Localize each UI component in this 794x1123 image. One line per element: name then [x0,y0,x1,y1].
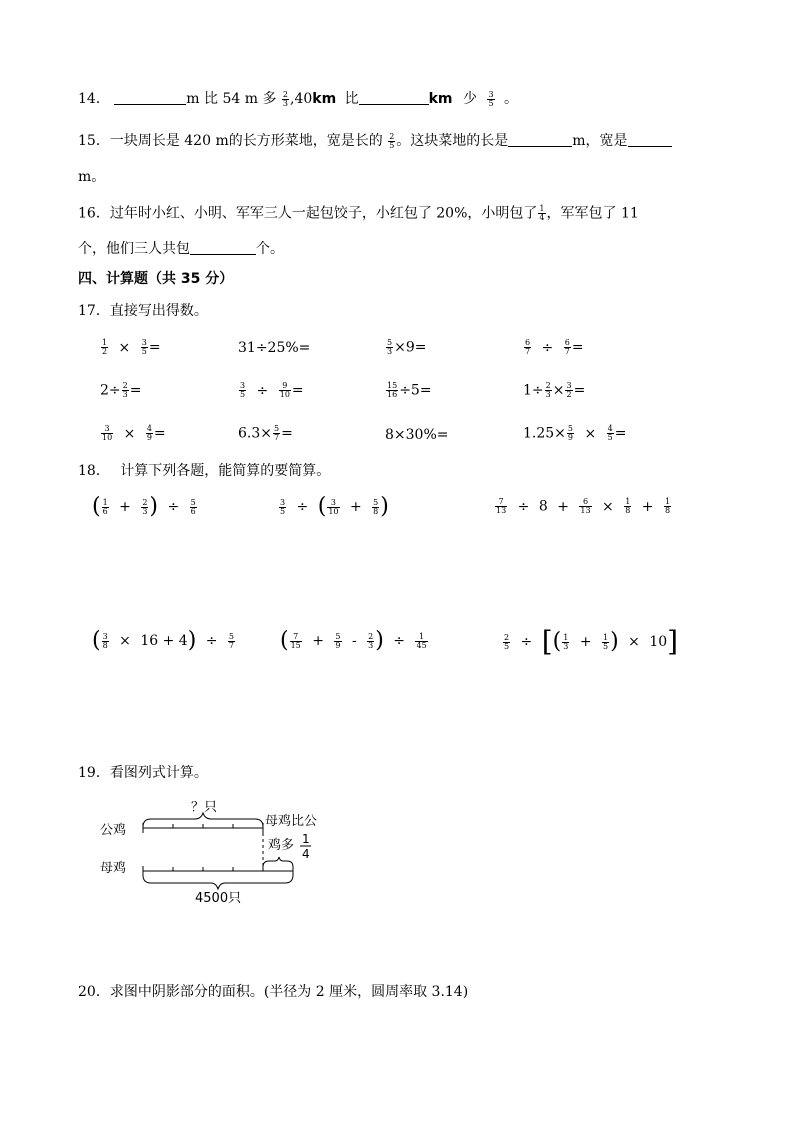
q19-note-line-2: 鸡多 [268,838,295,853]
q16-blank[interactable] [190,240,256,255]
q17-item-3b: 6.3× $\frac{5}{7}$ = [238,424,293,442]
q16-text-1: 过年时小红、小明、军军三人一起包饺子，小红包了 20%，小明包了 [109,205,538,222]
q17-item-1d: $\frac{6}{7}$ ÷ $\frac{6}{7}$ = [525,338,584,356]
q14-bi: 比 [344,91,359,107]
q18-problem-3: $\frac{7}{13}$ ÷ 8 + $\frac{6}{13}$ × $\frac{1}{8}$ + $\frac{1}{8}$ [496,497,671,515]
question-17-title [78,304,208,318]
q14-fraction-1: $\frac{2}{3}$ [282,89,288,108]
q19-rooster-label: 公鸡 [100,823,127,838]
q17-item-3d: 1.25× $\frac{5}{9}$ × $\frac{4}{5}$ = [523,424,627,442]
q17-item-1a: $\frac{1}{2}$ × $\frac{3}{5}$ = [102,338,161,356]
q17-item-3c: 8×30%= [385,427,449,443]
q15-text-1: 一块周长是 420 m的长方形菜地，宽是长的 [109,133,383,149]
q18-problem-2: $\frac{3}{5}$ ÷ ( $\frac{3}{10}$ + $\frac{5}{8}$ ) [280,494,389,519]
q15-blank-length[interactable] [508,132,572,147]
q17-item-2b: $\frac{3}{5}$ ÷ $\frac{9}{10}$ = [240,381,304,399]
q15-text-3: m，宽是 [572,133,628,149]
q18-problem-4: ( $\frac{3}{8}$ × 16 + 4) ÷ $\frac{5}{7}$ [92,628,235,653]
question-19-title [78,766,208,780]
q17-item-2a: 2÷ $\frac{2}{3}$ = [100,381,142,399]
q19-hen-label: 母鸡 [100,861,127,876]
q18-number: 18． [78,463,110,479]
q16-text-3: 个，他们三人共包 [78,241,190,257]
q18-problem-6: $\frac{2}{5}$ ÷ [( $\frac{1}{3}$ + $\frac{1}{5}$ ) × 10] [504,625,679,658]
q14-km-1: km [312,91,337,107]
q14-end: 。 [503,91,518,107]
q15-text-2: 。这块菜地的长是 [396,133,509,149]
q19-extra-brace [263,857,293,867]
q15-blank-width[interactable] [628,132,672,147]
q14-shao: 少 [462,91,477,107]
q19-line-diagram [95,795,355,905]
q17-item-3a: $\frac{3}{10}$ × $\frac{4}{9}$ = [102,424,166,442]
q19-total-label: 4500只 [195,891,242,905]
q19-question-label: ？只 [191,800,218,815]
question-16 [78,205,639,222]
q19-title: 看图列式计算。 [109,765,208,781]
q14-text-1: m 比 54 m 多 [186,91,277,107]
q17-item-2c: $\frac{15}{16}$ ÷5= [387,381,432,399]
question-18-title [78,464,330,478]
q17-number: 17． [78,303,110,319]
q17-item-2d: 1÷ $\frac{2}{3}$ × $\frac{3}{2}$ = [523,381,586,399]
q19-number: 19． [78,765,110,781]
question-20 [78,985,468,999]
q20-text: 求图中阴影部分的面积。(半径为 2 厘米，圆周率取 3.14) [109,984,469,1000]
q14-fraction-2: $\frac{3}{5}$ [488,89,494,108]
q16-fraction: $\frac{1}{4}$ [539,204,545,222]
q19-note-line-1: 母鸡比公 [265,814,318,829]
q18-problem-1: ( $\frac{1}{6}$ + $\frac{2}{3}$ ) ÷ $\frac{5}{6}$ [92,494,196,519]
q18-problem-5: ( $\frac{7}{15}$ + $\frac{5}{9}$ - $\frac{2}{3}$ ) ÷ $\frac{1}{45}$ [280,628,427,653]
q17-title: 直接写出得数。 [109,303,208,319]
q15-fraction: $\frac{2}{5}$ [389,131,395,150]
q14-text-2: ,40 [290,91,313,107]
q14-number: 14． [78,91,110,107]
q17-item-1c: $\frac{5}{3}$ ×9= [387,338,427,356]
q15-text-4: m。 [78,169,106,185]
question-14 [78,90,518,108]
q14-km-2: km [428,91,453,107]
q16-text-4: 个。 [256,241,284,257]
q19-note-fraction-den: 4 [302,847,310,861]
question-16-line-2 [78,240,284,256]
q20-number: 20． [78,984,110,1000]
q18-title: 计算下列各题，能简算的要简算。 [120,463,331,479]
q19-note-fraction-num: 1 [302,832,310,846]
q16-number: 16． [78,205,110,222]
section-4-title: 四、计算题（共 35 分） [78,271,234,287]
q14-blank-1[interactable] [114,90,186,105]
q14-blank-2[interactable] [359,90,429,105]
q16-text-2: ，军军包了 11 [546,205,639,222]
q15-number: 15． [78,133,110,149]
q19-bottom-brace [143,875,293,889]
question-15 [78,132,672,150]
q17-item-1b: 31÷25%= [238,340,311,356]
